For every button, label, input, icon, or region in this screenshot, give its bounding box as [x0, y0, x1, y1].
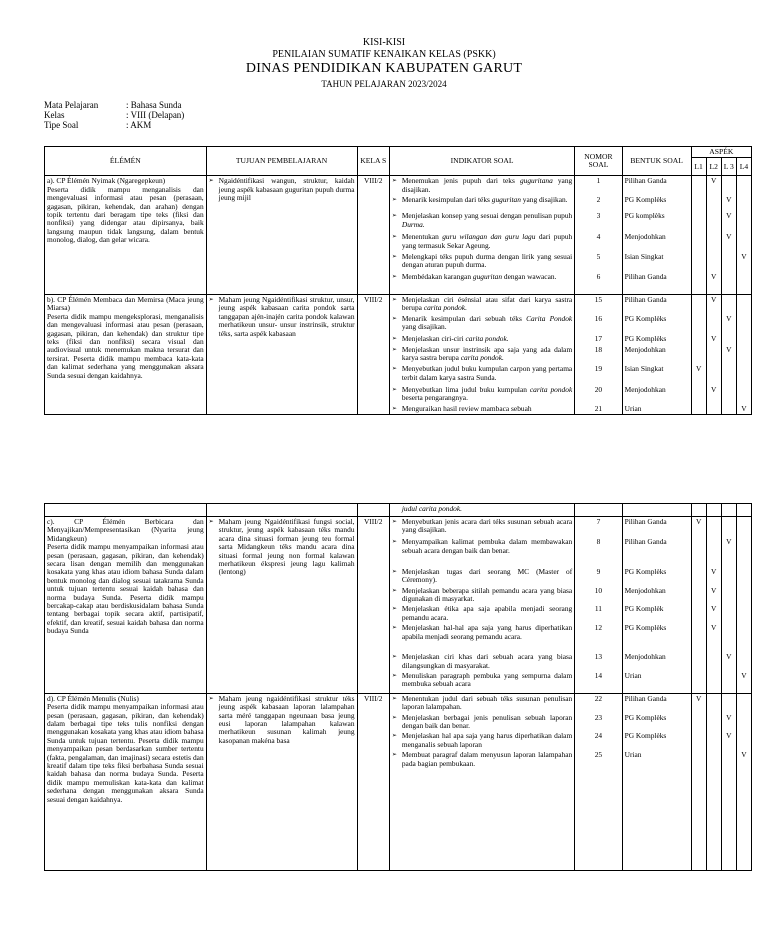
aspek-l3-mark: [721, 176, 736, 195]
subject-meta: [44, 100, 184, 130]
aspek-l1-mark: [691, 537, 706, 567]
nomor-soal: 9: [575, 567, 622, 586]
indikator-text: ➢ Menjelaskan ciri khas dari sebuah acara yang biasa dilangsungkan di masyarakat.: [402, 653, 572, 670]
nomor-soal: 24: [575, 731, 622, 750]
nomor-soal: 13: [575, 652, 622, 671]
indikator-text: ➢ Membédakan karangan guguritan dengan wawacan.: [402, 273, 572, 281]
indikator-text: ➢ Menuliskan paragraph pembuka yang sempurna dalam membuka sebuah acara: [402, 672, 572, 689]
bentuk-soal: Pilihan Ganda: [622, 272, 691, 295]
aspek-l2-mark: [706, 517, 721, 538]
aspek-l2-mark: [706, 364, 721, 384]
aspek-l1-mark: [691, 385, 706, 404]
aspek-l3-mark: [721, 623, 736, 652]
aspek-l4-mark: [736, 232, 751, 251]
nomor-soal: 22: [575, 693, 622, 712]
indikator-cell: [389, 750, 574, 870]
indikator-text: ➢ Menarik kesimpulan dari téks guguritan yang disajikan.: [402, 196, 572, 204]
indikator-cell: [389, 604, 574, 623]
aspek-l3-mark: [721, 294, 736, 313]
aspek-l1-mark: [691, 713, 706, 732]
indikator-text: ➢ Menguraikan hasil review mambaca sebuah: [402, 405, 572, 413]
aspek-l2-mark: [706, 345, 721, 365]
indikator-text: ➢ Menyampaikan kalimat pembuka dalam membawakan sebuah acara dengan baik dan benar.: [402, 538, 572, 555]
indikator-text: ➢ Menjelaskan berbagai jenis penulisan sebuah laporan dengan baik dan benar.: [402, 714, 572, 731]
aspek-l4-mark: V: [736, 404, 751, 415]
elemen-cell: [45, 294, 207, 414]
aspek-l1-mark: [691, 176, 706, 195]
indikator-text: ➢ Menjelaskan ciri ésénsial atau sifat dari karya sastra berupa carita pondok.: [402, 296, 572, 313]
elemen-body: Peserta didik mampu menyampaikan informasi atau pesan (perasaan, gagasan, pikiran, dan kehendak) secara lisan dengan memilih dan menggunakan kosakata yang khas atau idiom bahasa Sunda dalam bentuk monolog dan dialog sesuai tatakrama Sunda untuk tujuan tertentu sesuai kaidah bahasa dan norma budaya Sunda. Peserta didik mampu bercakap-cakap atau berdiskusidalam bahasa Sunda tentang berbagai topik secara aktif, partisipatif, efektif, dan kreatif, sesuai kaidah bahasa dan norma budaya Sunda: [47, 542, 204, 636]
nomor-soal: 4: [575, 232, 622, 251]
aspek-l3-mark: V: [721, 731, 736, 750]
col-elemen: ÉLÉMÉN: [45, 147, 207, 176]
bentuk-soal: Urian: [622, 671, 691, 693]
aspek-l2-mark: [706, 537, 721, 567]
aspek-l4-mark: V: [736, 671, 751, 693]
kelas-cell: VIII/2: [357, 517, 389, 694]
meta-label: Kelas: [44, 110, 65, 120]
indikator-text: ➢ Menyebutkan judul buku kumpulan carpon yang pertama terbit dalam karya sastra Sunda.: [402, 365, 572, 382]
aspek-l4-mark: [736, 364, 751, 384]
aspek-l3-mark: V: [721, 314, 736, 335]
elemen-title: d). CP Élémén Menulis (Nulis): [47, 693, 139, 703]
kelas-cell: VIII/2: [357, 693, 389, 870]
indikator-text: ➢ Menjelaskan étika apa saja apabila menjadi seorang pemandu acara.: [402, 605, 572, 622]
aspek-l2-mark: [706, 232, 721, 251]
aspek-l4-mark: [736, 517, 751, 538]
indikator-text: ➢ Melengkapi téks pupuh durma dengan lirik yang sesuai dengan aturan pupuh durma.: [402, 253, 572, 270]
indikator-cell: [389, 652, 574, 671]
aspek-l4-mark: [736, 652, 751, 671]
aspek-l1-mark: [691, 652, 706, 671]
indikator-cell: [389, 567, 574, 586]
elemen-body: Peserta didik mampu mengeksplorasi, menganalisis dan mengevaluasi informasi atau pesan (perasaan, gagasan, pikiran, dan kehendak) dan struktur tipe teks (fiksi dan nonfiksi) secara visual dan audiovisual untuk menemukan makna tersurat dan tersirat. Peserta didik mampu membaca kata-kata dan kalimat sederhana yang menggunakan aksara Sunda sesuai dengan kaidahnya.: [47, 311, 204, 380]
bentuk-soal: PG Komplèks: [622, 623, 691, 652]
bentuk-soal: PG Komplèks: [622, 713, 691, 732]
aspek-l4-mark: [736, 693, 751, 712]
bentuk-soal: Pilihan Ganda: [622, 176, 691, 195]
aspek-l1-mark: [691, 671, 706, 693]
elemen-body: Peserta didik mampu menyampaikan informasi atau pesan (perasaan, gagasan, pikiran, dan kehendak) dalam berbagai tipe teks tulis nonfiksi dengan menggunakan kosakata yang khas atau idiom bahasa Sunda untuk tujuan tertentu. Peserta didik mampu menyampaikan pesan berdasarkan sumber tertentu (fakta, pengalaman, dan imajinasi) secara estetis dan kreatif dalam tipe teks fiksi berbahasa Sunda sesuai kaidah bahasa dan norma budaya Sunda. Peserta didik mampu memuliskan kata-kata dan kalimat sederhana dengan menggunakan aksara Sunda sesuai dengan kaidahnya.: [47, 702, 204, 804]
indikator-cell: [389, 195, 574, 211]
continuation-empty: [357, 504, 389, 517]
aspek-l2-mark: [706, 713, 721, 732]
aspek-l2-mark: V: [706, 294, 721, 313]
table-row: [45, 517, 752, 538]
indikator-text: ➢ Menyebutkan jenis acara dari téks susunan sebuah acara yang disajikan.: [402, 518, 572, 535]
nomor-soal: 21: [575, 404, 622, 415]
indikator-cell: [389, 693, 574, 712]
aspek-l1-mark: [691, 211, 706, 232]
elemen-title: b). CP Élémén Membaca dan Memirsa (Maca jeung Miarsa): [47, 294, 204, 313]
col-kelas: KELA S: [357, 147, 389, 176]
aspek-l3-mark: [721, 364, 736, 384]
aspek-l3-mark: V: [721, 345, 736, 365]
indikator-text: ➢ Menyebutkan lima judul buku kumpulan carita pondok beserta pengarangnya.: [402, 386, 572, 403]
aspek-l4-mark: [736, 623, 751, 652]
aspek-l1-mark: [691, 586, 706, 605]
indikator-cell: [389, 404, 574, 415]
indikator-cell: [389, 334, 574, 344]
aspek-l4-mark: V: [736, 750, 751, 870]
indikator-cell: [389, 713, 574, 732]
aspek-l3-mark: [721, 693, 736, 712]
aspek-l1-mark: [691, 567, 706, 586]
aspek-l4-mark: [736, 604, 751, 623]
indikator-cell: [389, 364, 574, 384]
aspek-l3-mark: [721, 604, 736, 623]
meta-value: : Bahasa Sunda: [126, 100, 182, 110]
aspek-l2-mark: V: [706, 586, 721, 605]
bentuk-soal: Isian Singkat: [622, 364, 691, 384]
nomor-soal: 8: [575, 537, 622, 567]
nomor-soal: 15: [575, 294, 622, 313]
tujuan-cell: [206, 693, 357, 870]
aspek-l2-mark: [706, 693, 721, 712]
table-row: [45, 294, 752, 313]
nomor-soal: 10: [575, 586, 622, 605]
aspek-l3-mark: [721, 272, 736, 295]
nomor-soal: 6: [575, 272, 622, 295]
col-nomor: NOMOR SOAL: [575, 147, 622, 176]
indikator-text: ➢ Menjelaskan konsep yang sesuai dengan penulisan pupuh Durma.: [402, 212, 572, 229]
nomor-soal: 20: [575, 385, 622, 404]
indikator-text: ➢ Membuat paragraf dalam menyusun laporan lalampahan pada bagian pembukaan.: [402, 751, 572, 768]
indikator-cell: [389, 294, 574, 313]
kelas-cell: VIII/2: [357, 176, 389, 295]
col-l2: L2: [706, 158, 721, 176]
indikator-cell: [389, 232, 574, 251]
aspek-l2-mark: V: [706, 623, 721, 652]
indikator-cell: [389, 586, 574, 605]
indikator-cell: [389, 731, 574, 750]
col-l1: L1: [691, 158, 706, 176]
indikator-text: ➢ Menjelaskan tugas dari seorang MC (Master of Céremony).: [402, 568, 572, 585]
aspek-l2-mark: V: [706, 334, 721, 344]
aspek-l3-mark: V: [721, 537, 736, 567]
bentuk-soal: Isian Singkat: [622, 252, 691, 272]
aspek-l4-mark: [736, 195, 751, 211]
aspek-l3-mark: [721, 385, 736, 404]
aspek-l1-mark: [691, 272, 706, 295]
aspek-l2-mark: [706, 652, 721, 671]
bentuk-soal: Pilihan Ganda: [622, 693, 691, 712]
bentuk-soal: Urian: [622, 750, 691, 870]
elemen-cell: [45, 693, 207, 870]
indikator-text: ➢ Menentukan guru wilangan dan guru lagu dari pupuh yang termasuk Sekar Ageung.: [402, 233, 572, 250]
aspek-l3-mark: [721, 517, 736, 538]
indikator-text: ➢ Menentukan judul dari sebuah téks susunan penulisan laporan lalampahan.: [402, 695, 572, 712]
aspek-l2-mark: V: [706, 604, 721, 623]
aspek-l4-mark: [736, 294, 751, 313]
aspek-l1-mark: [691, 195, 706, 211]
indikator-text: ➢ Menemukan jenis pupuh dari teks guguritana yang disajikan.: [402, 177, 572, 194]
nomor-soal: 19: [575, 364, 622, 384]
aspek-l1-mark: [691, 623, 706, 652]
aspek-l4-mark: [736, 537, 751, 567]
bentuk-soal: Pilihan Ganda: [622, 517, 691, 538]
aspek-l4-mark: [736, 385, 751, 404]
indikator-text: ➢ Menjelaskan unsur instrinsik apa saja yang ada dalam karya sastra berupa carita pondok.: [402, 346, 572, 363]
elemen-cell: [45, 176, 207, 295]
aspek-l2-mark: V: [706, 567, 721, 586]
kisi-table-page-1: [44, 146, 752, 415]
aspek-l3-mark: [721, 404, 736, 415]
indikator-cell: [389, 211, 574, 232]
meta-value: : VIII (Delapan): [126, 110, 185, 120]
aspek-l3-mark: [721, 586, 736, 605]
col-l3: L 3: [721, 158, 736, 176]
doc-title-kisi: KISI-KISI: [362, 37, 406, 48]
indikator-cell: [389, 252, 574, 272]
col-tujuan: TUJUAN PEMBELAJARAN: [206, 147, 357, 176]
indikator-text: ➢ Menarik kesimpulan dari sebuah téks Carita Pondok yang disajikan.: [402, 315, 572, 332]
aspek-l1-mark: [691, 232, 706, 251]
indikator-cell: [389, 671, 574, 693]
indikator-cell: [389, 537, 574, 567]
indikator-cell: [389, 176, 574, 195]
tujuan-text: ➢ Maham jeung Ngaidéntifikasi struktur, unsur, jeung aspék kabasaan carita pondok sarta tanggapan ajén-inajén carita pondok kalawan merhatikeun unsur- unsur instrinsik, struktur téks, sarta aspék kabasaan: [219, 296, 355, 338]
nomor-soal: 25: [575, 750, 622, 870]
indikator-text: ➢ Menjelaskan beberapa sitilah pemandu acara yang biasa digunakan di masyarkat.: [402, 587, 572, 604]
elemen-title: a). CP Élémén Nyimak (Ngaregepkeun): [47, 176, 166, 186]
tujuan-cell: [206, 517, 357, 694]
indikator-cell: [389, 345, 574, 365]
aspek-l2-mark: [706, 195, 721, 211]
nomor-soal: 2: [575, 195, 622, 211]
kisi-table-page-2: [44, 503, 752, 871]
aspek-l4-mark: [736, 211, 751, 232]
tujuan-text: ➢ Maham jeung ngaidéntifikasi struktur téks jeung aspék kabasaan laporan lalampahan sarta méré tanggapan ngeunaan basa jeung eusi laporan lalampahan kalawan merhatikeun susunan kalimah jeung kasopanan makéna basa: [219, 695, 355, 745]
nomor-soal: 7: [575, 517, 622, 538]
elemen-title: c). CP Élémén Berbicara dan Menyajikan/Mempresentasikan (Nyarita jeung Midangkeun): [47, 517, 204, 543]
indikator-text: ➢ Menjelaskan hal-hal apa saja yang harus diperhatikan apabila menjadi seorang pemandu acara.: [402, 624, 572, 641]
aspek-l2-mark: V: [706, 385, 721, 404]
meta-label: Tipe Soal: [44, 120, 79, 130]
tujuan-cell: [206, 176, 357, 295]
aspek-l4-mark: [736, 586, 751, 605]
col-bentuk: BENTUK SOAL: [622, 147, 691, 176]
indikator-cell: [389, 272, 574, 295]
aspek-l2-mark: [706, 252, 721, 272]
aspek-l2-mark: [706, 404, 721, 415]
nomor-soal: 5: [575, 252, 622, 272]
aspek-l1-mark: [691, 404, 706, 415]
table-row: [45, 176, 752, 195]
continuation-indikator: judul carita pondok.: [389, 504, 574, 517]
aspek-l1-mark: [691, 604, 706, 623]
indikator-cell: [389, 385, 574, 404]
col-l4: L4: [736, 158, 751, 176]
indikator-cell: [389, 517, 574, 538]
doc-title-tahun: TAHUN PELAJARAN 2023/2024: [321, 79, 447, 89]
nomor-soal: 23: [575, 713, 622, 732]
aspek-l3-mark: [721, 671, 736, 693]
bentuk-soal: Menjodohkan: [622, 586, 691, 605]
aspek-l3-mark: [721, 750, 736, 870]
bentuk-soal: PG Komplèk: [622, 604, 691, 623]
aspek-l3-mark: V: [721, 195, 736, 211]
aspek-l4-mark: [736, 731, 751, 750]
aspek-l4-mark: V: [736, 252, 751, 272]
indikator-cell: [389, 314, 574, 335]
aspek-l4-mark: [736, 314, 751, 335]
aspek-l4-mark: [736, 272, 751, 295]
aspek-l2-mark: [706, 211, 721, 232]
bentuk-soal: PG Komplèks: [622, 567, 691, 586]
aspek-l3-mark: V: [721, 713, 736, 732]
aspek-l1-mark: [691, 334, 706, 344]
nomor-soal: 16: [575, 314, 622, 335]
bentuk-soal: Menjodohkan: [622, 232, 691, 251]
aspek-l1-mark: [691, 345, 706, 365]
aspek-l1-mark: V: [691, 693, 706, 712]
aspek-l1-mark: [691, 731, 706, 750]
aspek-l2-mark: [706, 314, 721, 335]
aspek-l1-mark: [691, 750, 706, 870]
aspek-l4-mark: [736, 567, 751, 586]
aspek-l3-mark: [721, 334, 736, 344]
bentuk-soal: Urian: [622, 404, 691, 415]
nomor-soal: 18: [575, 345, 622, 365]
aspek-l3-mark: [721, 252, 736, 272]
aspek-l2-mark: [706, 671, 721, 693]
aspek-l3-mark: [721, 567, 736, 586]
aspek-l2-mark: V: [706, 272, 721, 295]
col-aspek: ASPÉK: [691, 147, 751, 158]
bentuk-soal: Pilihan Ganda: [622, 537, 691, 567]
bentuk-soal: Menjodohkan: [622, 385, 691, 404]
tujuan-text: ➢ Maham jeung Ngaidéntifikasi fungsi social, struktur, jeung aspék kabasaan téks mandu acara dina situasi forman jeung teu formal sarta Midangkeun téks mandu acara dina situasi formal jeung non formal kalawan merhatikeun ékspresi jeung lagu kalimah (lentong): [219, 518, 355, 577]
indikator-cell: [389, 623, 574, 652]
aspek-l2-mark: [706, 731, 721, 750]
indikator-text: ➢ Menjelaskan ciri-ciri carita pondok.: [402, 335, 572, 343]
col-indikator: INDIKATOR SOAL: [389, 147, 574, 176]
aspek-l1-mark: V: [691, 517, 706, 538]
nomor-soal: 11: [575, 604, 622, 623]
bentuk-soal: PG Komplèks: [622, 731, 691, 750]
nomor-soal: 3: [575, 211, 622, 232]
tujuan-text: ➢ Ngaidéntifikasi wangun, struktur, kaidah jeung aspék kabasaan guguritan pupuh durma jeung mijil: [219, 177, 355, 202]
aspek-l1-mark: [691, 252, 706, 272]
bentuk-soal: Menjodohkan: [622, 345, 691, 365]
bentuk-soal: PG komplèks: [622, 211, 691, 232]
indikator-text: ➢ Menjelaskan hal apa saja yang harus diperhatikan dalam menganalis sebuah laporan: [402, 732, 572, 749]
aspek-l4-mark: [736, 345, 751, 365]
continuation-empty: [206, 504, 357, 517]
nomor-soal: 1: [575, 176, 622, 195]
nomor-soal: 14: [575, 671, 622, 693]
aspek-l2-mark: [706, 750, 721, 870]
meta-label: Mata Pelajaran: [44, 100, 99, 110]
aspek-l3-mark: V: [721, 211, 736, 232]
kelas-cell: VIII/2: [357, 294, 389, 414]
aspek-l4-mark: [736, 713, 751, 732]
table-row: [45, 693, 752, 712]
aspek-l2-mark: V: [706, 176, 721, 195]
meta-value: : AKM: [126, 120, 152, 130]
tujuan-cell: [206, 294, 357, 414]
aspek-l4-mark: [736, 334, 751, 344]
bentuk-soal: Pilihan Ganda: [622, 294, 691, 313]
aspek-l1-mark: [691, 314, 706, 335]
continuation-empty: [45, 504, 207, 517]
aspek-l1-mark: [691, 294, 706, 313]
nomor-soal: 12: [575, 623, 622, 652]
aspek-l1-mark: V: [691, 364, 706, 384]
bentuk-soal: Menjodohkan: [622, 652, 691, 671]
aspek-l3-mark: V: [721, 232, 736, 251]
elemen-body: Peserta didik mampu menganalisis dan mengevaluasi informasi atau pesan (perasaan, gagasan, pikiran, kehendak, dan arahan) dengan topik tertentu dari beragam tipe teks (fiksi dan nonfiksi) yang didengar atau dipirsanya, baik langsung maupun tidak langsung, dalam bentuk monolog, dialog, dan gelar wicara.: [47, 184, 204, 245]
bentuk-soal: PG Komplèks: [622, 334, 691, 344]
doc-title-penilaian: PENILAIAN SUMATIF KENAIKAN KELAS (PSKK): [272, 49, 496, 60]
doc-title-dinas: DINAS PENDIDIKAN KABUPATEN GARUT: [245, 61, 523, 76]
bentuk-soal: PG Komplèks: [622, 195, 691, 211]
elemen-cell: [45, 517, 207, 694]
nomor-soal: 17: [575, 334, 622, 344]
aspek-l4-mark: [736, 176, 751, 195]
bentuk-soal: PG Komplèks: [622, 314, 691, 335]
aspek-l3-mark: V: [721, 652, 736, 671]
